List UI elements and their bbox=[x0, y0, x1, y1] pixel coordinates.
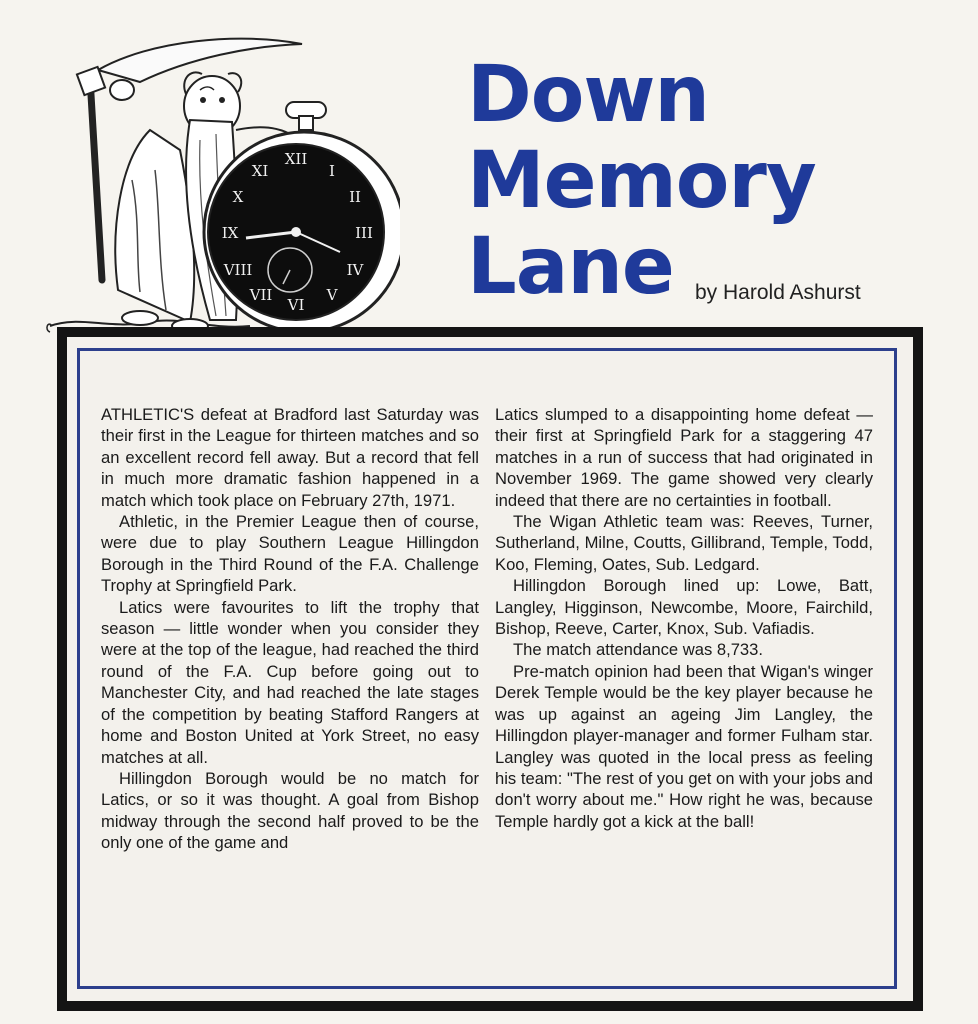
svg-text:I: I bbox=[329, 162, 335, 180]
title-line-1: Down bbox=[467, 50, 709, 140]
paragraph: The match attendance was 8,733. bbox=[513, 640, 763, 660]
svg-text:X: X bbox=[232, 188, 244, 206]
svg-text:IV: IV bbox=[346, 261, 364, 279]
svg-text:III: III bbox=[355, 224, 373, 242]
article-column-left bbox=[101, 404, 479, 854]
paragraph: Latics slumped to a disappointing home defeat — their first at Springfield Park for a staggering 47 matches in a run of success that had originated in November 1969. The game showed very clearly indeed that there are no certainties in football. bbox=[495, 405, 873, 510]
svg-text:VI: VI bbox=[287, 296, 305, 314]
paragraph: Hillingdon Borough would be no match for Latics, or so it was thought. A goal from Bishop midway through the second half proved to be the only one of the game and bbox=[101, 768, 479, 853]
paragraph: Pre-match opinion had been that Wigan's winger Derek Temple would be the key player because he was up against an ageing Jim Langley, the Hillingdon player-manager and former Fulham star. Langley was quoted in the local press as feeling his team: "The rest of you get on with your jobs and don't worry about me." How right he was, because Temple hardly got a kick at the ball! bbox=[495, 661, 873, 831]
father-time-illustration bbox=[40, 30, 400, 340]
article-column-right bbox=[495, 404, 873, 832]
title-line-2: Memory bbox=[467, 136, 816, 226]
author-byline: by Harold Ashurst bbox=[695, 281, 861, 304]
paragraph: ATHLETIC'S defeat at Bradford last Saturday was their first in the League for thirteen matches and so an excellent record fell away. But a record that fell in much more dramatic fashion happened in a match which took place on February 27th, 1971. bbox=[101, 405, 479, 510]
paragraph: The Wigan Athletic team was: Reeves, Turner, Sutherland, Milne, Coutts, Gillibrand, Temple, Todd, Koo, Fleming, Oates, Sub. Ledgard. bbox=[495, 512, 873, 574]
svg-text:XI: XI bbox=[251, 162, 269, 180]
svg-text:V: V bbox=[326, 286, 338, 304]
paragraph: Hillingdon Borough lined up: Lowe, Batt, Langley, Higginson, Newcombe, Moore, Fairchild, Bishop, Reeve, Carter, Knox, Sub. Vafiadis. bbox=[495, 576, 873, 639]
svg-text:II: II bbox=[349, 188, 361, 206]
svg-text:VII: VII bbox=[249, 286, 273, 304]
paragraph: Athletic, in the Premier League then of course, were due to play Southern League Hillingdon Borough in the Third Round of the F.A. Challenge Trophy at Springfield Park. bbox=[101, 512, 479, 596]
svg-text:VIII: VIII bbox=[223, 261, 253, 279]
svg-text:IX: IX bbox=[221, 224, 239, 242]
paragraph: Latics were favourites to lift the trophy that season — little wonder when you consider they were at the top of the league, had reached the third round of the F.A. Cup before going out to Manchester City, and had reached the late stages of the competition by beating Stafford Rangers at home and Boston United at York Street, no easy matches at all. bbox=[101, 597, 479, 767]
article-title bbox=[467, 52, 816, 310]
svg-text:XII: XII bbox=[284, 150, 308, 168]
title-line-3: Lane bbox=[467, 222, 674, 312]
